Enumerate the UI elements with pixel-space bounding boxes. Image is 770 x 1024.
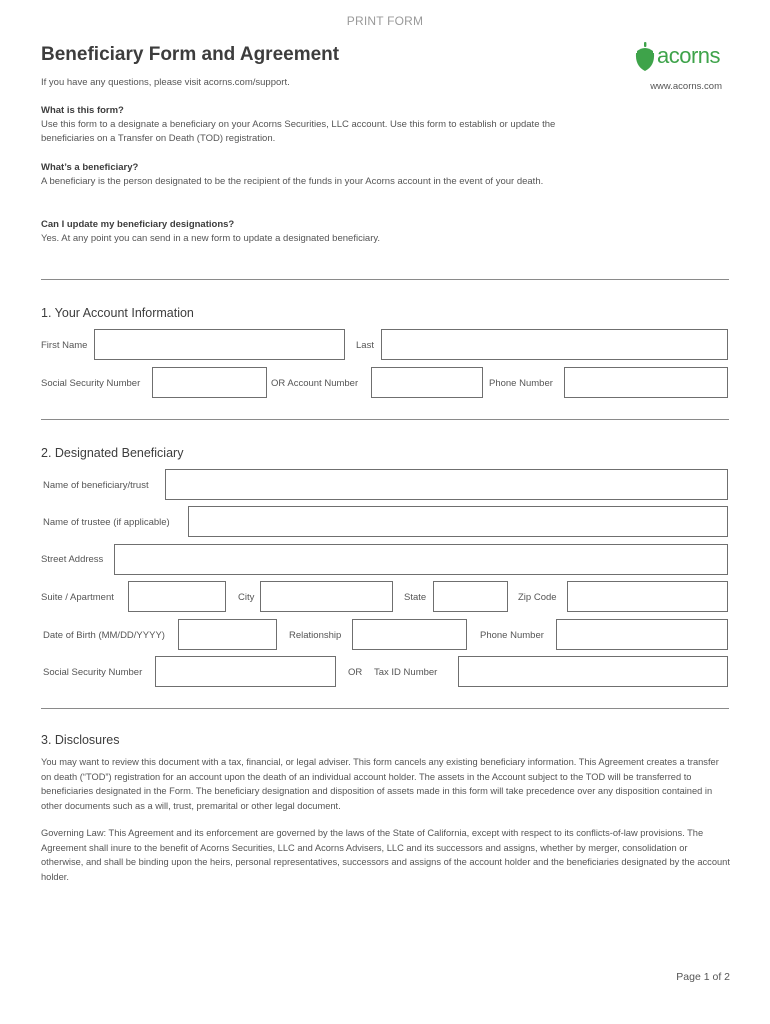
faq-question: Can I update my beneficiary designations? bbox=[41, 219, 235, 230]
first-name-input[interactable] bbox=[94, 329, 345, 360]
city-input[interactable] bbox=[260, 581, 393, 612]
zip-input[interactable] bbox=[567, 581, 728, 612]
dob-label: Date of Birth (MM/DD/YYYY) bbox=[43, 630, 165, 641]
suite-label: Suite / Apartment bbox=[41, 592, 114, 603]
faq-item bbox=[41, 104, 581, 146]
divider bbox=[41, 419, 729, 420]
beneficiary-name-input[interactable] bbox=[165, 469, 728, 500]
section-title-disclosures: 3. Disclosures bbox=[41, 733, 120, 747]
phone-label: Phone Number bbox=[489, 378, 553, 389]
zip-label: Zip Code bbox=[518, 592, 557, 603]
relationship-label: Relationship bbox=[289, 630, 342, 641]
phone-input[interactable] bbox=[564, 367, 728, 398]
trustee-name-label: Name of trustee (if applicable) bbox=[43, 517, 170, 528]
state-label: State bbox=[404, 592, 427, 603]
beneficiary-phone-label: Phone Number bbox=[480, 630, 544, 641]
faq-answer: Yes. At any point you can send in a new form to update a designated beneficiary. bbox=[41, 233, 381, 244]
account-number-label: OR Account Number bbox=[271, 378, 359, 389]
intro-text: If you have any questions, please visit acorns.com/support. bbox=[41, 77, 290, 88]
last-name-input[interactable] bbox=[381, 329, 728, 360]
faq-answer: Use this form to a designate a beneficiary on your Acorns Securities, LLC account. Use this form to establish or update the beneficiaries on a Transfer on Death (TOD) registration. bbox=[41, 119, 556, 144]
account-number-input[interactable] bbox=[371, 367, 483, 398]
or-label: OR bbox=[348, 667, 363, 678]
faq-question: What is this form? bbox=[41, 105, 124, 116]
tax-id-input[interactable] bbox=[458, 656, 728, 687]
suite-input[interactable] bbox=[128, 581, 226, 612]
state-input[interactable] bbox=[433, 581, 508, 612]
divider bbox=[41, 708, 729, 709]
logo-url[interactable]: www.acorns.com bbox=[650, 81, 722, 92]
beneficiary-name-label: Name of beneficiary/trust bbox=[43, 480, 149, 491]
faq-item bbox=[41, 218, 581, 246]
logo-wordmark: acorns bbox=[657, 43, 721, 68]
governing-law-paragraph: Governing Law: This Agreement and its enforcement are governed by the laws of the State of California, except with respect to its conflicts-of-law provisions. The Agreement shall inure to the benefit of Acorns Securities, LLC and Acorns Advisers, LLC and its successors and assigns, whether by merger, consolidation or otherwise, and shall be binding upon the heirs, personal representatives, successors and assigns of the account holder and the beneficiaries designated by the account holder. bbox=[41, 828, 730, 882]
first-name-label: First Name bbox=[41, 340, 88, 351]
print-form-button[interactable]: PRINT FORM bbox=[346, 14, 424, 28]
divider bbox=[41, 279, 729, 280]
disclosure-paragraph: You may want to review this document with a tax, financial, or legal adviser. This form cancels any existing beneficiary information. This Agreement creates a transfer on death (“TOD”) registration for an account upon the death of an individual account holder. The assets in the Account subject to the TOD will be transferred to beneficiaries designated in the Form. The beneficiary designation and disposition of assets made in this form will take precedence over any disposition contained in other documents such as a will, trust, premarital or other legal document. bbox=[41, 757, 719, 811]
dob-input[interactable] bbox=[178, 619, 277, 650]
page-number: Page 1 of 2 bbox=[676, 971, 730, 983]
beneficiary-phone-input[interactable] bbox=[556, 619, 728, 650]
tax-id-label: Tax ID Number bbox=[374, 667, 438, 678]
ssn-label: Social Security Number bbox=[41, 378, 141, 389]
faq-answer: A beneficiary is the person designated to be the recipient of the funds in your Acorns account in the event of your death. bbox=[41, 176, 544, 187]
last-name-label: Last bbox=[356, 340, 374, 351]
city-label: City bbox=[238, 592, 255, 603]
section-title-beneficiary: 2. Designated Beneficiary bbox=[41, 446, 184, 460]
street-label: Street Address bbox=[41, 554, 104, 565]
acorn-icon bbox=[634, 42, 656, 72]
beneficiary-ssn-label: Social Security Number bbox=[43, 667, 143, 678]
ssn-input[interactable] bbox=[152, 367, 267, 398]
street-input[interactable] bbox=[114, 544, 728, 575]
faq-item bbox=[41, 161, 581, 189]
page-title: Beneficiary Form and Agreement bbox=[41, 44, 340, 65]
relationship-input[interactable] bbox=[352, 619, 467, 650]
trustee-name-input[interactable] bbox=[188, 506, 728, 537]
section-title-account: 1. Your Account Information bbox=[41, 306, 194, 320]
faq-question: What’s a beneficiary? bbox=[41, 162, 139, 173]
beneficiary-ssn-input[interactable] bbox=[155, 656, 336, 687]
